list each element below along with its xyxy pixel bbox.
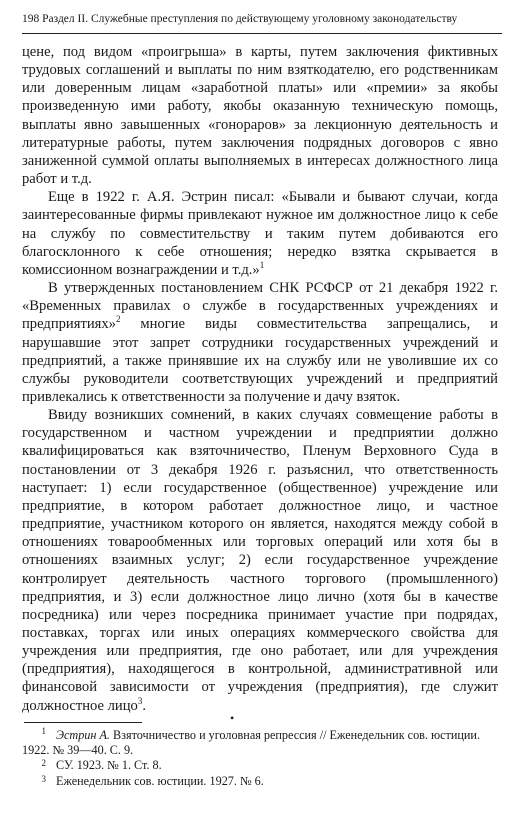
body-text — [22, 43, 498, 715]
paragraph-2 — [22, 188, 498, 279]
paragraph-2-text: Еще в 1922 г. А.Я. Эстрин писал: «Бывали и бывают случаи, когда заинтересованные фирмы привлекают нужное им должностное лицо к себе на службу по совместительству и таким путем добиваются его благосклонного к себе отношения; нередко взятка скрывается в комиссионном вознаграждении и т.д.» — [22, 189, 498, 278]
footnote-3-text: Еженедельник сов. юстиции. 1927. № 6. — [56, 773, 264, 788]
footnote-1-text: Взяточничество и уголовная репрессия // Еженедельник сов. юстиции. 1922. № 39—40. С. 9. — [22, 728, 480, 757]
stray-dot-mark: • — [230, 711, 235, 725]
paragraph-1 — [22, 43, 498, 188]
footnote-author: Эстрин А. — [56, 728, 110, 742]
footnote-2: 2 СУ. 1923. № 1. Ст. 8. — [41, 758, 162, 773]
footnote-1: 1 Эстрин А. Взяточничество и уголовная репрессия // Еженедельник сов. юстиции. 1922. № 39—40. С. 9. — [22, 725, 480, 757]
footnote-rule — [24, 722, 142, 723]
footnote-ref-2[interactable]: 2 — [115, 314, 121, 325]
paragraph-3-text-a: В утвержденных постановлением СНК РСФСР от 21 декабря 1922 г. «Временных правилах о службе в государственных учреждениях и предприятиях» — [22, 280, 498, 333]
footnote-3: 3 Еженедельник сов. юстиции. 1927. № 6. — [41, 773, 264, 788]
footnote-2-text: СУ. 1923. № 1. Ст. 8. — [56, 758, 162, 773]
paragraph-3-text-b: многие виды совместительства запрещались, и нарушавшие этот запрет сотрудники государственных учреждений и предприятий, а также принявшие их на службу или не уволившие их со службы руководители соответствующих учреждений и предприятий привлекались к ответственности за получение и дачу взяток. — [22, 316, 498, 405]
header-rule — [22, 33, 502, 34]
paragraph-4: Ввиду возникших сомнений, в каких случаях совмещение работы в государственном и частном учреждении и предприятии должно квалифицироваться как взяточничество, Пленум Верховного Суда в постановлении от 3 декабря 1926 г. разъяснил, что ответственность наступает: 1) если государственное (общественное) учреждение или предприятие, в котором работает должностное лицо, и частное предприятие, участником которого он является, находятся между собой в отношениях товарообменных или торговых операций или хотя бы в отношениях взаимных услуг; 2) если государственное учреждение контролирует деятельность частного торгового (промышленного) предприятия, и 3) если должностное лицо лично (хотя бы в качестве посредника) или через посредника принимает участие при подрядах, поставках, торгах или иных операциях коммерческого свойства для учреждения или предприятия, где оно работает, или для учреждения (предприятия), находящегося в контрольной, административной или финансовой зависимости от учреждения (предприятия), где служит должностное лицо$^3$. — [22, 407, 498, 714]
running-header: 198 Раздел II. Служебные преступления по действующему уголовному законодательству — [22, 13, 458, 25]
paragraph-3 — [22, 279, 498, 406]
footnote-ref-1[interactable]: 1 — [259, 260, 265, 271]
paragraph-1-text: цене, под видом «проигрыша» в карты, путем заключения фиктивных трудовых соглашений и выплаты по ним взяткодателю, его родственникам или доверенным лицам «заработной платы» или «премии» за якобы произведенную ими работу, якобы оказанную техническую помощь, выплаты явно завышенных «гонораров» за лекционную деятельность и литературные работы, путем заключения подрядных договоров с явно заниженной суммой оплаты выполняемых в интересах должностного лица работ и т.д. — [22, 44, 498, 188]
paragraph-4-text: Ввиду возникших сомнений, в каких случаях совмещение работы в государственном и частном учреждении и предприятии должно квалифицироваться как взяточничество, Пленум Верховного Суда в постановлении от 3 декабря 1926 г. разъяснил, что ответственность наступает: 1) если государственное (общественное) учреждение или предприятие, в котором работает должностное лицо, и частное предприятие, участником которого он является, находятся между собой в отношениях товарообменных или торговых операций или хотя бы в отношениях взаимных услуг; 2) если государственное учреждение контролирует деятельность частного торгового (промышленного) предприятия, и 3) если должностное лицо лично (хотя бы в качестве посредника) или через посредника принимает участие при подрядах, поставках, торгах или иных операциях коммерческого свойства для учреждения или предприятия, где оно работает, или для учреждения (предприятия), находящегося в контрольной, административной или финансовой зависимости от учреждения (предприятия), где служит должностное лицо — [22, 407, 498, 714]
footnote-ref-3[interactable]: 3 — [137, 695, 143, 706]
footnotes — [22, 725, 500, 789]
